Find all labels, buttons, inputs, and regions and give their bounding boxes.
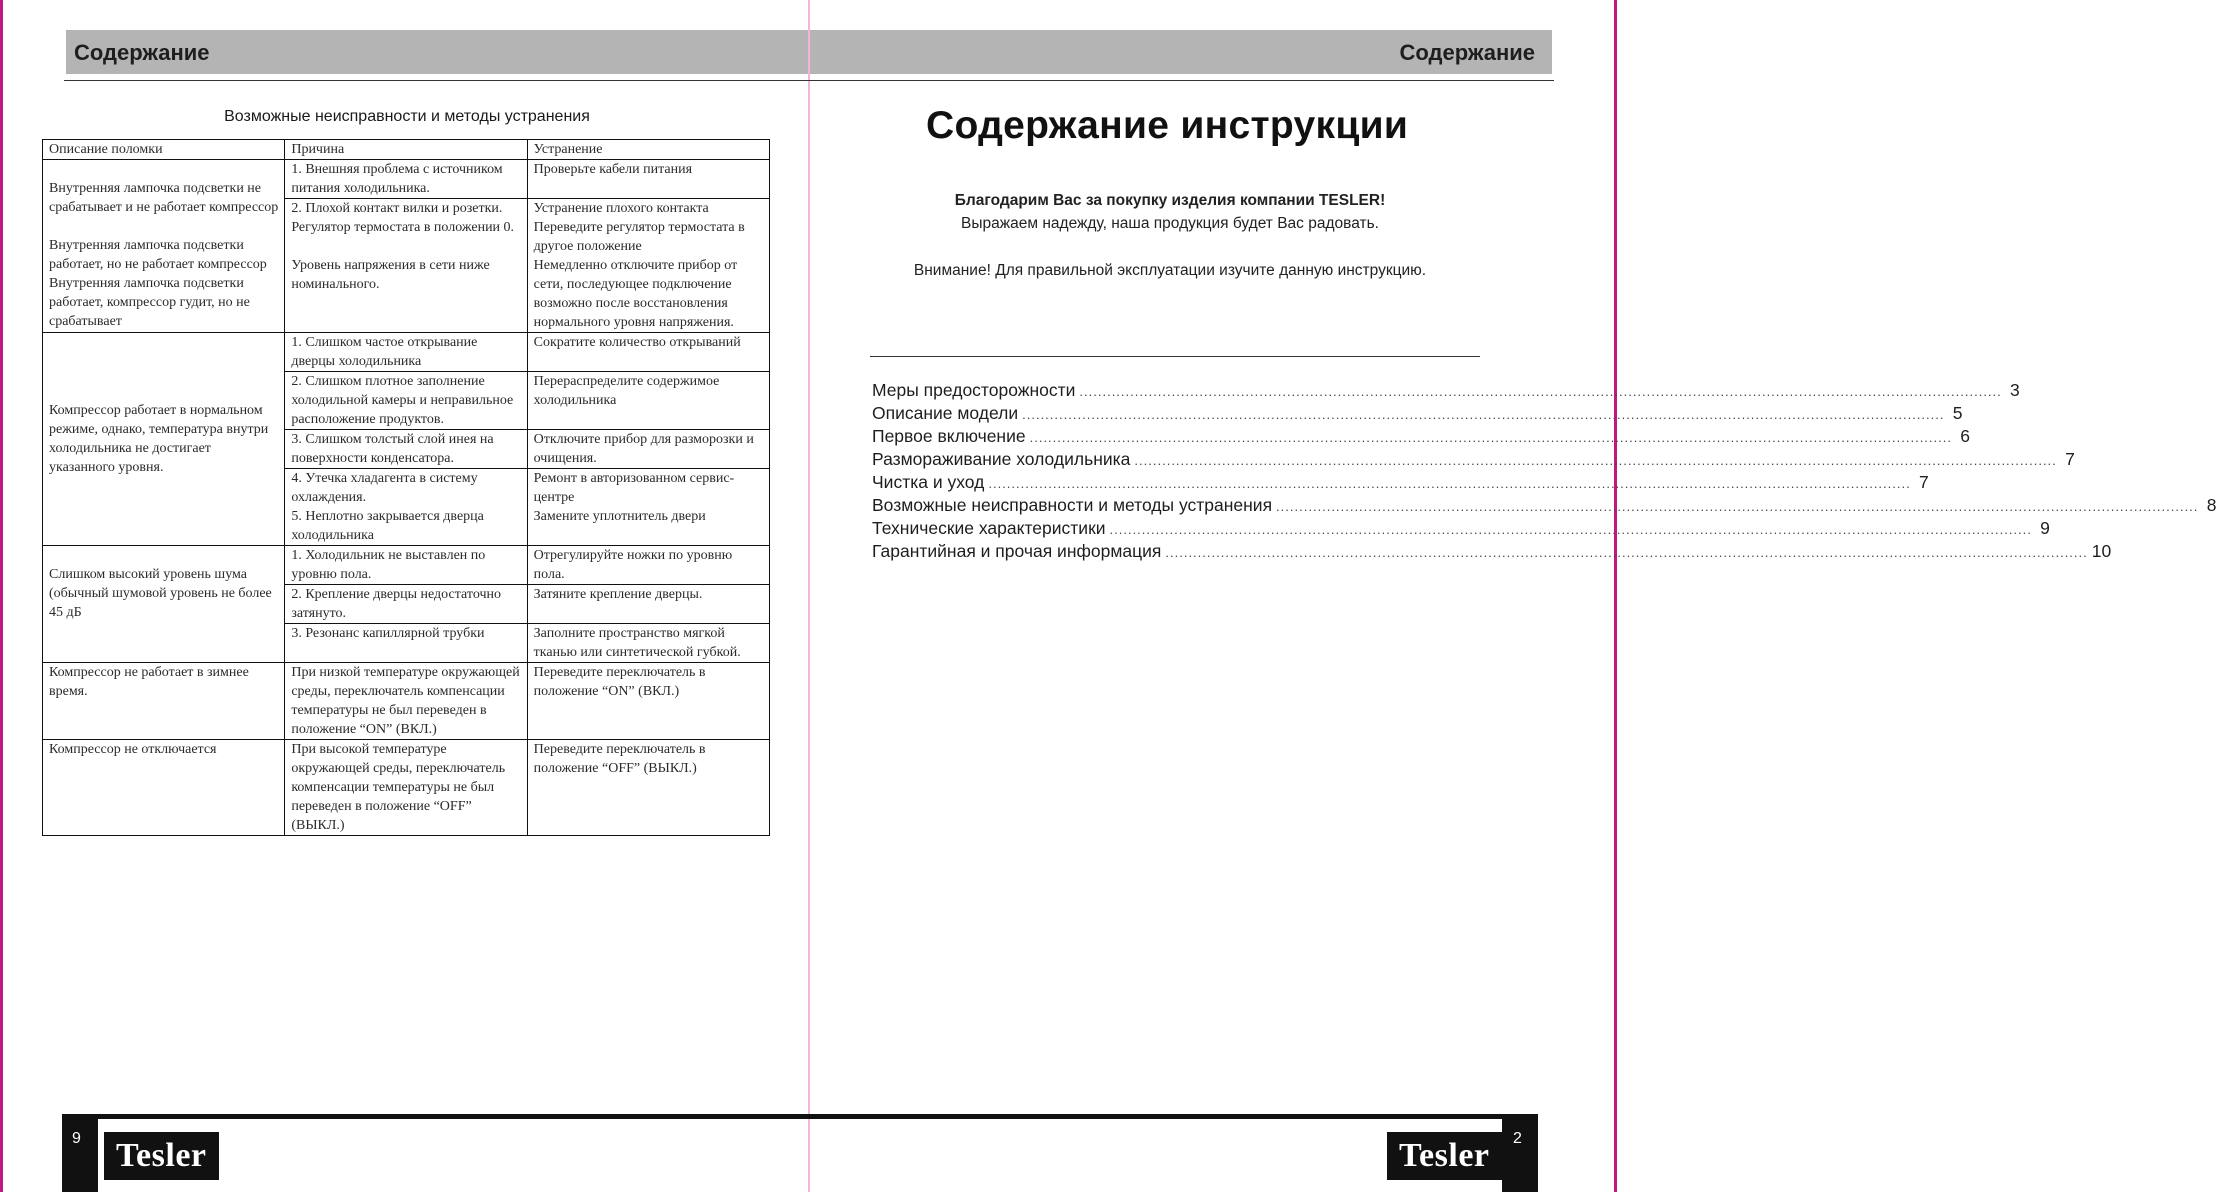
toc-divider xyxy=(870,356,1480,357)
left-header-title: Содержание xyxy=(74,40,210,65)
toc-leader-dots: ........................................................................................................................................................................................................ xyxy=(1276,499,2199,514)
left-footer-tab xyxy=(62,1114,98,1192)
table-row xyxy=(43,663,770,740)
fault-description: Внутренняя лампочка подсветки не срабатывает и не работает компрессор Внутренняя лампочка подсветки работает, но не работает компрессор Внутренняя лампочка подсветки работает, компрессор гудит, но не срабатывает xyxy=(43,160,285,333)
page-title: Содержание инструкции xyxy=(926,104,1409,147)
fault-description: Компрессор работает в нормальном режиме, однако, температура внутри холодильника не достигает указанного уровня. xyxy=(43,333,285,546)
toc-leader-dots: ........................................................................................................................................................................................................ xyxy=(1165,545,2088,560)
fault-cause: 1. Слишком частое открывание дверцы холодильника xyxy=(285,333,527,372)
fault-fix: Устранение плохого контакта Переведите регулятор термостата в другое положение Немедленно отключите прибор от сети, последующее подключение возможно после восстановления нормального уровня напряжения. xyxy=(527,199,769,333)
fault-fix: Заполните пространство мягкой тканью или синтетической губкой. xyxy=(527,624,769,663)
table-row xyxy=(43,740,770,836)
toc-item[interactable]: Размораживание холодильника ........................................................................................................................................................................................................ 7 xyxy=(872,449,2075,469)
fault-description: Слишком высокий уровень шума (обычный шумовой уровень не более 45 дБ xyxy=(43,546,285,663)
fault-cause: 1. Внешняя проблема с источником питания холодильника. xyxy=(285,160,527,199)
fault-description: Компрессор не отключается xyxy=(43,740,285,836)
fault-cause: При низкой температуре окружающей среды, переключатель компенсации температуры не был переведен в положение “ON” (ВКЛ.) xyxy=(285,663,527,740)
fault-cause: При высокой температуре окружающей среды, переключатель компенсации температуры не был переведен в положение “OFF” (ВЫКЛ.) xyxy=(285,740,527,836)
table-row xyxy=(43,160,770,199)
toc-item[interactable]: Технические характеристики ........................................................................................................................................................................................................ 9 xyxy=(872,518,2050,538)
warning-text: Внимание! Для правильной эксплуатации изучите данную инструкцию. xyxy=(913,262,1427,279)
right-page-number: 2 xyxy=(1513,1130,1522,1147)
fault-cause: 2. Слишком плотное заполнение холодильной камеры и неправильное расположение продуктов. xyxy=(285,372,527,430)
thanks-text: Благодарим Вас за покупку изделия компании TESLER! xyxy=(954,192,1386,209)
left-page-number: 9 xyxy=(72,1130,81,1147)
column-header-description: Описание поломки xyxy=(43,140,285,160)
toc-item[interactable]: Гарантийная и прочая информация ........................................................................................................................................................................................................ 10 xyxy=(872,541,2112,561)
right-page-edge xyxy=(1614,0,1617,1192)
toc-item[interactable]: Меры предосторожности ........................................................................................................................................................................................................ 3 xyxy=(872,380,2020,400)
toc-leader-dots: ........................................................................................................................................................................................................ xyxy=(1022,407,1945,422)
toc-item[interactable]: Первое включение ........................................................................................................................................................................................................ 6 xyxy=(872,426,1970,446)
right-header-rule xyxy=(810,80,1554,81)
fault-fix: Затяните крепление дверцы. xyxy=(527,585,769,624)
toc-leader-dots: ........................................................................................................................................................................................................ xyxy=(1079,384,2002,399)
toc-leader-dots: ........................................................................................................................................................................................................ xyxy=(1109,522,2032,537)
page-fold-line xyxy=(808,0,810,1192)
toc-item[interactable]: Описание модели ........................................................................................................................................................................................................ 5 xyxy=(872,403,1963,423)
fault-fix: Проверьте кабели питания xyxy=(527,160,769,199)
fault-cause: 2. Крепление дверцы недостаточно затянуто. xyxy=(285,585,527,624)
fault-fix: Отрегулируйте ножки по уровню пола. xyxy=(527,546,769,585)
toc-item[interactable]: Чистка и уход ........................................................................................................................................................................................................ 7 xyxy=(872,472,1929,492)
fault-fix: Перераспределите содержимое холодильника xyxy=(527,372,769,430)
table-header-row xyxy=(43,140,770,160)
fault-fix: Переведите переключатель в положение “OFF” (ВЫКЛ.) xyxy=(527,740,769,836)
right-footer-tab xyxy=(1502,1114,1538,1192)
fault-fix: Ремонт в авторизованном сервис-центре Замените уплотнитель двери xyxy=(527,469,769,546)
fault-fix: Отключите прибор для разморозки и очищения. xyxy=(527,430,769,469)
toc-leader-dots: ........................................................................................................................................................................................................ xyxy=(988,476,1911,491)
toc-leader-dots: ........................................................................................................................................................................................................ xyxy=(1029,430,1952,445)
column-header-cause: Причина xyxy=(285,140,527,160)
fault-description: Компрессор не работает в зимнее время. xyxy=(43,663,285,740)
fault-fix: Переведите переключатель в положение “ON” (ВКЛ.) xyxy=(527,663,769,740)
left-tesler-logo: Tesler xyxy=(104,1132,219,1180)
right-header-title: Содержание xyxy=(1399,40,1535,65)
column-header-fix: Устранение xyxy=(527,140,769,160)
troubleshooting-title: Возможные неисправности и методы устранения xyxy=(224,108,590,125)
troubleshooting-table xyxy=(42,139,770,836)
left-page-edge xyxy=(0,0,3,1192)
fault-fix: Сократите количество открываний xyxy=(527,333,769,372)
table-row xyxy=(43,546,770,585)
fault-cause: 2. Плохой контакт вилки и розетки. Регулятор термостата в положении 0. Уровень напряжения в сети ниже номинального. xyxy=(285,199,527,333)
left-header-rule xyxy=(64,80,810,81)
fault-cause: 4. Утечка хладагента в систему охлаждения. 5. Неплотно закрывается дверца холодильника xyxy=(285,469,527,546)
right-tesler-logo: Tesler xyxy=(1387,1132,1502,1180)
toc-leader-dots: ........................................................................................................................................................................................................ xyxy=(1134,453,2057,468)
hope-text: Выражаем надежду, наша продукция будет Вас радовать. xyxy=(961,215,1379,232)
left-footer-line xyxy=(62,1114,810,1119)
table-row xyxy=(43,333,770,372)
fault-cause: 3. Слишком толстый слой инея на поверхности конденсатора. xyxy=(285,430,527,469)
table-of-contents xyxy=(872,380,2216,564)
fault-cause: 1. Холодильник не выставлен по уровню пола. xyxy=(285,546,527,585)
right-footer-line xyxy=(810,1114,1538,1119)
fault-cause: 3. Резонанс капиллярной трубки xyxy=(285,624,527,663)
toc-item[interactable]: Возможные неисправности и методы устранения ........................................................................................................................................................................................................ 8 xyxy=(872,495,2216,515)
